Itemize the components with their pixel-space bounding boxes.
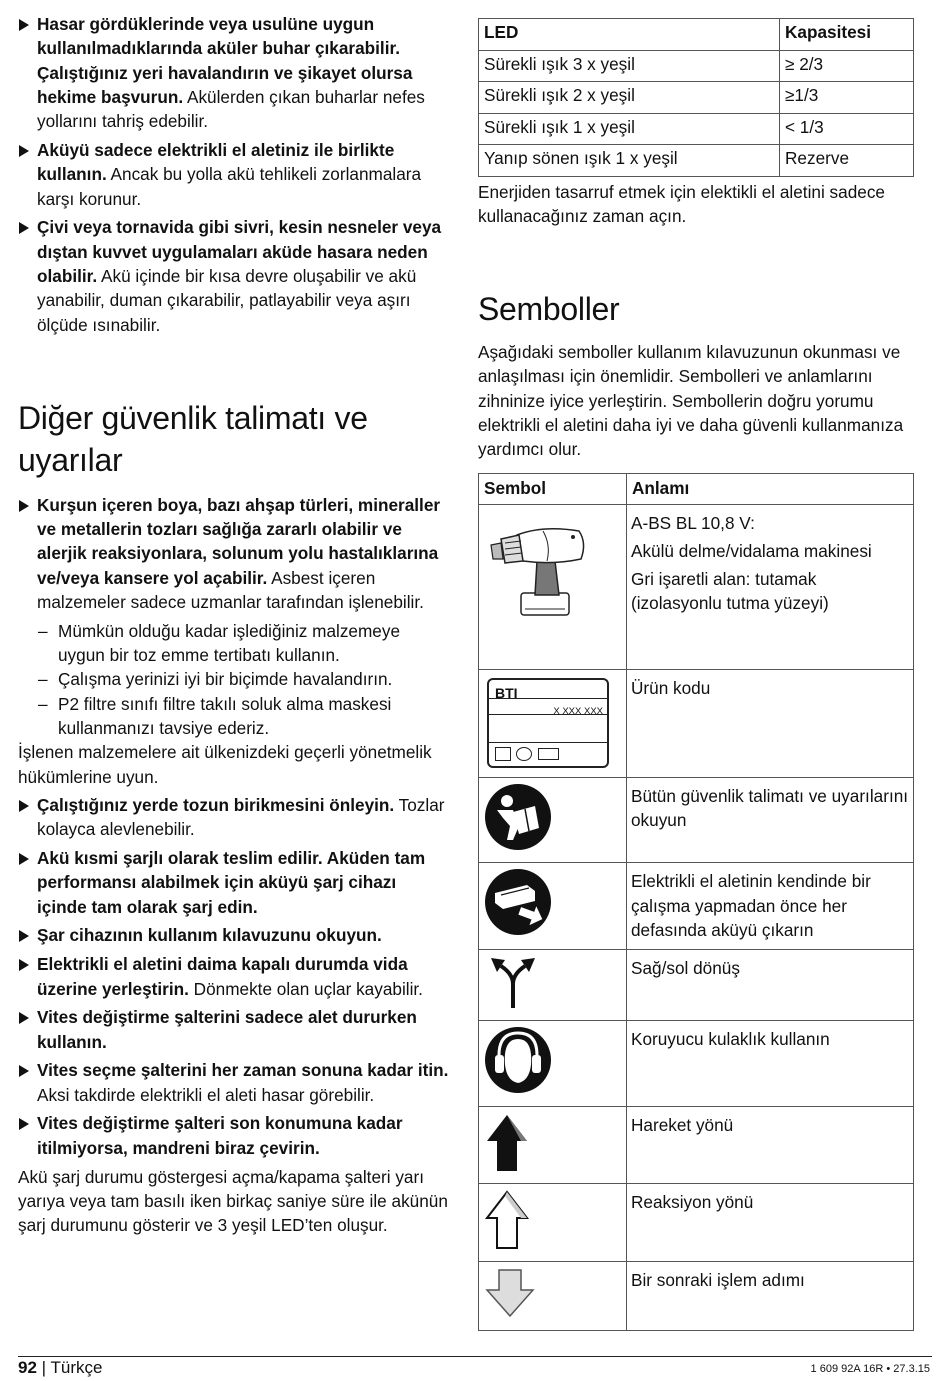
table-row (479, 1106, 914, 1184)
nameplate-code: X XXX XXX (553, 705, 603, 717)
warning-bullet: Vites seçme şalterini her zaman sonuna kadar itin. Aksi takdirde elektrikli el aleti hasar görebilir. (18, 1058, 450, 1107)
table-row: Yanıp sönen ışık 1 x yeşil Rezerve (479, 145, 914, 177)
bullet-triangle-icon (19, 19, 29, 31)
left-column (18, 12, 450, 1237)
section-heading: Semboller (478, 291, 620, 328)
bullet-triangle-icon (19, 1012, 29, 1024)
table-row: Sürekli ışık 1 x yeşil < 1/3 (479, 113, 914, 145)
remove-battery-icon (483, 867, 553, 937)
bullet-triangle-icon (19, 222, 29, 234)
warning-bullet: Kurşun içeren boya, bazı ahşap türleri, mineraller ve metallerin tozları sağlığa zararlı olabilir ve alerjik reaksiyonlara, solunum yolu hastalıklarına ve/veya kansere yol açabilir. Asbest içeren malzemeler sadece uzmanlar tarafından işlenebilir. (18, 493, 450, 614)
table-row: Sürekli ışık 2 x yeşil ≥1/3 (479, 82, 914, 114)
symbol-meaning: Bütün güvenlik talimatı ve uyarılarını okuyun (627, 777, 914, 863)
bullet-triangle-icon (19, 853, 29, 865)
warning-bullet: Hasar gördüklerinde veya usulüne uygun kullanılmadıklarında aküler buhar çıkarabilir. Çalıştığınız yeri havalandırın ve şikayet olursa hekime başvurun. Akülerden çıkan buharlar nefes yollarını tahriş edebilir. (18, 12, 450, 133)
arrow-up-filled-icon (483, 1111, 533, 1173)
table-row (479, 1261, 914, 1331)
dash-item: – P2 filtre sınıfı filtre takılı soluk alma maskesi kullanmanızı tavsiye ederiz. (38, 693, 392, 739)
nameplate-brand: BTI (495, 684, 518, 701)
bullet-triangle-icon (19, 800, 29, 812)
paragraph: Akü şarj durumu göstergesi açma/kapama şalteri yarı yarıya veya tam basılı iken birkaç saniye süre ile akünün şarj durumunu gösterir ve 3 yeşil LED’ten oluşur. (18, 1166, 448, 1236)
page-number: 92 (18, 1358, 37, 1377)
dash-item: – Mümkün olduğu kadar işlediğiniz malzemeye uygun bir toz emme tertibatı kullanın. (38, 620, 401, 666)
warning-bullet: Çivi veya tornavida gibi sivri, kesin nesneler veya dıştan kuvvet uygulamaları aküde hasara neden olabilir. Akü içinde bir kısa devre oluşabilir ve akü yanabilir, duman çıkarabilir, patlayabilir veya aşırı ölçüde ısınabilir. (18, 215, 450, 336)
bullet-triangle-icon (19, 500, 29, 512)
symbol-meaning: Bir sonraki işlem adımı (627, 1261, 914, 1331)
footer-rule (18, 1356, 932, 1357)
symbol-meaning: Koruyucu kulaklık kullanın (627, 1021, 914, 1107)
table-header: Kapasitesi (780, 19, 914, 51)
read-manual-icon (483, 782, 553, 852)
warning-bullet: Elektrikli el aletini daima kapalı durumda vida üzerine yerleştirin. Dönmekte olan uçlar kayabilir. (18, 952, 450, 1001)
bullet-triangle-icon (19, 1065, 29, 1077)
warning-bullet: Vites değiştirme şalteri son konumuna kadar itilmiyorsa, mandreni biraz çevirin. (18, 1111, 450, 1160)
paragraph: İşlenen malzemelere ait ülkenizdeki geçerli yönetmelik hükümlerine uyun. (18, 742, 432, 787)
symbol-meaning: Gri işaretli alan: tutamak (izolasyonlu tutma yüzeyi) (631, 568, 829, 614)
table-row (479, 1021, 914, 1107)
table-header-row (479, 473, 914, 504)
table-row (479, 504, 914, 669)
bullet-triangle-icon (19, 145, 29, 157)
warning-bullet: Vites değiştirme şalterini sadece alet dururken kullanın. (18, 1005, 450, 1054)
warning-bullet: Çalıştığınız yerde tozun birikmesini önleyin. Tozlar kolayca alevlenebilir. (18, 793, 450, 842)
dash-item: – Çalışma yerinizi iyi bir biçimde havalandırın. (38, 669, 393, 690)
symbol-meaning: Sağ/sol dönüş (627, 949, 914, 1021)
footer-code: 1 609 92A 16R • 27.3.15 (810, 1363, 930, 1375)
symbol-meaning: Hareket yönü (627, 1106, 914, 1184)
bullet-triangle-icon (19, 1118, 29, 1130)
arrow-up-outline-icon (483, 1188, 533, 1250)
table-row (479, 777, 914, 863)
table-row: Sürekli ışık 3 x yeşil ≥ 2/3 (479, 50, 914, 82)
symbol-meaning: Akülü delme/vidalama makinesi (631, 540, 872, 561)
footer-page (18, 1358, 102, 1378)
symbols-table (478, 473, 914, 1332)
table-header: Anlamı (627, 473, 914, 504)
bullet-triangle-icon (19, 959, 29, 971)
symbol-meaning: Reaksiyon yönü (627, 1184, 914, 1262)
footer-language: Türkçe (50, 1358, 103, 1377)
symbol-meaning: A-BS BL 10,8 V: (631, 512, 755, 533)
table-row (479, 669, 914, 777)
table-row (479, 1184, 914, 1262)
table-header-row (479, 19, 914, 51)
forward-reverse-icon (483, 954, 543, 1010)
warning-bullet: Aküyü sadece elektrikli el aletiniz ile birlikte kullanın. Ancak bu yolla akü tehlikeli zorlanmalara karşı korunur. (18, 138, 450, 211)
ear-protection-icon (483, 1025, 553, 1095)
arrow-down-icon (483, 1266, 537, 1320)
bullet-triangle-icon (19, 930, 29, 942)
symbol-meaning: Ürün kodu (627, 669, 914, 777)
led-capacity-table (478, 18, 914, 177)
table-row (479, 863, 914, 950)
warning-bullet: Akü kısmi şarjlı olarak teslim edilir. Aküden tam performansı alabilmek için aküyü şarj cihazı içinde tam olarak şarj edin. (18, 846, 450, 919)
paragraph: Aşağıdaki semboller kullanım kılavuzunun okunması ve anlaşılması için önemlidir. Sembolleri ve anlamlarını zihninize iyice yerleştirin. Sembollerin doğru yorumu elektrikli el aletini daha iyi ve daha güvenli kullanmanıza yardımcı olur. (478, 342, 904, 460)
table-header: Sembol (479, 473, 627, 504)
footer-separator: | (41, 1358, 47, 1377)
warning-bullet: Şar cihazının kullanım kılavuzunu okuyun. (18, 923, 450, 947)
section-heading: Diğer güvenlik talimatı ve uyarılar (18, 399, 368, 478)
energy-note: Enerjiden tasarruf etmek için elektikli el aletini sadece kullanacağınız zaman açın. (478, 181, 885, 226)
table-row (479, 949, 914, 1021)
nameplate-icon (487, 678, 609, 768)
symbol-meaning: Elektrikli el aletinin kendinde bir çalışma yapmadan önce her defasında aküyü çıkarın (627, 863, 914, 950)
drill-icon (483, 509, 613, 634)
right-column (478, 18, 914, 1331)
table-header: LED (479, 19, 780, 51)
